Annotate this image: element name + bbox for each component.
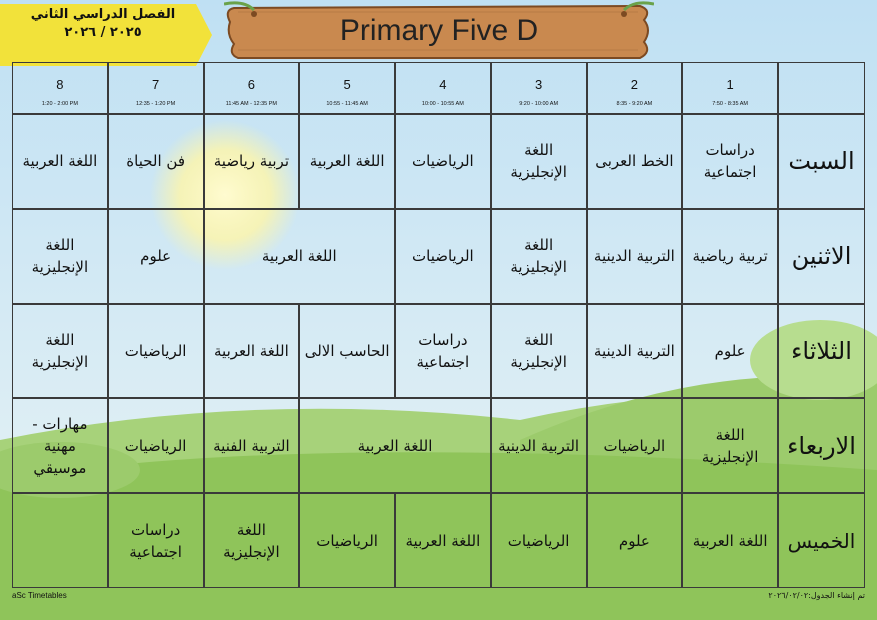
lesson-cell: اللغة الإنجليزية	[682, 398, 778, 493]
footer-app-name: aSc Timetables	[12, 591, 67, 600]
footer-created-date: تم إنشاء الجدول:٢٠٢٦/٠٢/٠٢	[768, 591, 865, 600]
lesson-cell: اللغة الإنجليزية	[204, 493, 300, 588]
period-time: 10:55 - 11:45 AM	[326, 101, 368, 107]
lesson-cell: التربية الدينية	[587, 304, 683, 399]
lesson-cell: تربية رياضية	[204, 114, 300, 209]
page-title: Primary Five D	[339, 14, 539, 47]
lesson-cell: الرياضيات	[395, 209, 491, 304]
period-number: 3	[535, 77, 543, 92]
lesson-cell: اللغة العربية	[204, 304, 300, 399]
lesson-cell: اللغة العربية	[299, 114, 395, 209]
lesson-cell: التربية الدينية	[491, 398, 587, 493]
lesson-cell: اللغة الإنجليزية	[491, 209, 587, 304]
lesson-cell: التربية الدينية	[587, 209, 683, 304]
lesson-cell	[12, 493, 108, 588]
period-number: 8	[56, 77, 64, 92]
period-time: 12:35 - 1:20 PM	[136, 101, 176, 107]
semester-name: الفصل الدراسي الثاني	[30, 7, 176, 22]
lesson-cell: اللغة العربية	[682, 493, 778, 588]
lesson-cell: علوم	[587, 493, 683, 588]
period-header	[204, 62, 300, 114]
lesson-cell: اللغة الإنجليزية	[491, 304, 587, 399]
lesson-cell: اللغة الإنجليزية	[12, 304, 108, 399]
period-number: 1	[726, 77, 734, 92]
period-header	[491, 62, 587, 114]
lesson-cell: الرياضيات	[108, 398, 204, 493]
lesson-cell: الحاسب الالى	[299, 304, 395, 399]
lesson-cell: الرياضيات	[395, 114, 491, 209]
period-number: 6	[247, 77, 255, 92]
lesson-cell: الرياضيات	[108, 304, 204, 399]
lesson-cell: الرياضيات	[587, 398, 683, 493]
day-label: الخميس	[778, 493, 865, 588]
period-number: 7	[152, 77, 160, 92]
period-time: 11:45 AM - 12:35 PM	[225, 101, 277, 107]
day-label: الثلاثاء	[778, 304, 865, 399]
period-number: 4	[439, 77, 447, 92]
lesson-cell: اللغة الإنجليزية	[491, 114, 587, 209]
period-header	[395, 62, 491, 114]
lesson-cell: دراسات اجتماعية	[682, 114, 778, 209]
period-number: 5	[343, 77, 351, 92]
lesson-cell: الخط العربى	[587, 114, 683, 209]
period-time: 7:50 - 8:35 AM	[712, 101, 749, 107]
period-header	[108, 62, 204, 114]
lesson-cell: اللغة العربية	[299, 398, 491, 493]
lesson-cell: اللغة الإنجليزية	[12, 209, 108, 304]
day-label: الاثنين	[778, 209, 865, 304]
period-header	[682, 62, 778, 114]
lesson-cell: علوم	[108, 209, 204, 304]
lesson-cell: اللغة العربية	[204, 209, 396, 304]
semester-label	[8, 6, 198, 42]
lesson-cell: الرياضيات	[491, 493, 587, 588]
lesson-cell: دراسات اجتماعية	[395, 304, 491, 399]
day-label: السبت	[778, 114, 865, 209]
lesson-cell: دراسات اجتماعية	[108, 493, 204, 588]
period-time: 8:35 - 9:20 AM	[616, 101, 653, 107]
lesson-cell: التربية الفنية	[204, 398, 300, 493]
period-header	[587, 62, 683, 114]
lesson-cell: فن الحياة	[108, 114, 204, 209]
timetable-grid	[12, 62, 865, 588]
lesson-cell: علوم	[682, 304, 778, 399]
lesson-cell: اللغة العربية	[395, 493, 491, 588]
day-label: الاربعاء	[778, 398, 865, 493]
period-header	[299, 62, 395, 114]
period-number: 2	[630, 77, 638, 92]
period-time: 10:00 - 10:55 AM	[421, 101, 464, 107]
header-corner-cell	[778, 62, 865, 114]
semester-year: ٢٠٢٥ / ٢٠٢٦	[64, 25, 142, 40]
lesson-cell: اللغة العربية	[12, 114, 108, 209]
period-header	[12, 62, 108, 114]
period-time: 1:20 - 2:00 PM	[41, 101, 78, 107]
period-time: 9:20 - 10:00 AM	[519, 101, 559, 107]
lesson-cell: تربية رياضية	[682, 209, 778, 304]
lesson-cell: مهارات - مهنية موسيقي	[12, 398, 108, 493]
lesson-cell: الرياضيات	[299, 493, 395, 588]
